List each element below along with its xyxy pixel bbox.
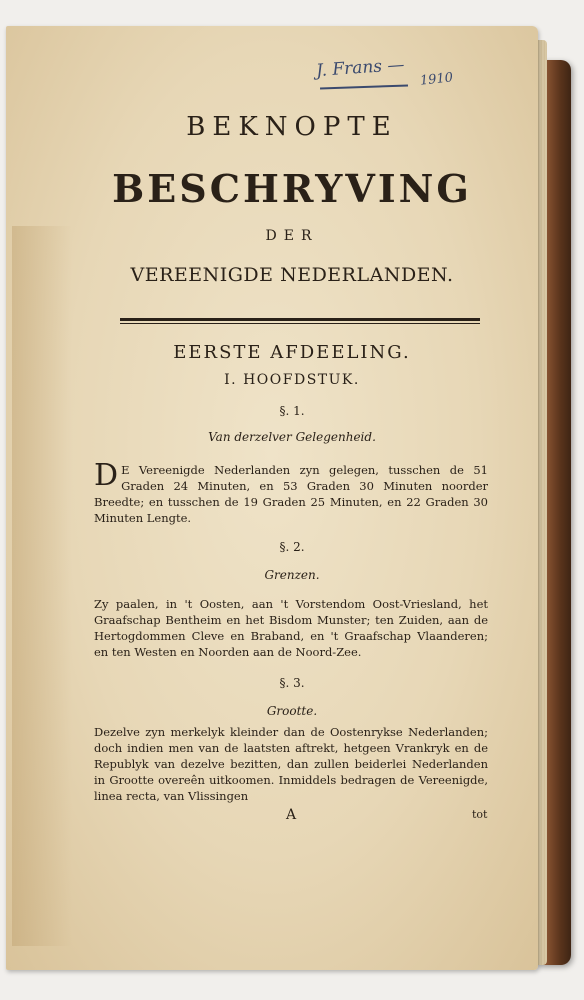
title-line-4: VEREENIGDE NEDERLANDEN.	[130, 264, 454, 286]
section-1-heading: Van derzelver Gelegenheid.	[208, 430, 376, 444]
section-2-heading: Grenzen.	[264, 568, 320, 582]
section-3-heading: Grootte.	[266, 704, 318, 718]
drop-cap: D	[94, 458, 119, 493]
title-line-1: BEKNOPTE	[186, 112, 398, 142]
title-line-2: BESCHRYVING	[112, 166, 472, 211]
catchword: tot	[472, 808, 488, 821]
title-rule-thin	[120, 323, 480, 324]
title-line-3: DER	[265, 228, 319, 244]
chapter-heading: I. HOOFDSTUK.	[224, 372, 360, 388]
printer-signature: A	[286, 807, 297, 823]
section-3-paragraph: Dezelve zyn merkelyk kleinder dan de Oostenrykse Nederlanden; doch indien men van de laatsten aftrekt, hetgeen Vrankryk en de Republyk van dezelve bezitten, dan zullen beiderlei Nederlanden in Grootte overeên uitkoomen. Inmiddels bedragen de Vereenigde, linea recta, van Vlissingen	[94, 725, 488, 803]
section-1-paragraph	[94, 458, 488, 526]
part-heading: EERSTE AFDEELING.	[173, 342, 411, 363]
handwritten-year: 1910	[419, 70, 454, 89]
handwritten-signature: J. Frans —	[315, 54, 406, 82]
section-2-paragraph: Zy paalen, in 't Oosten, aan 't Vorstendom Oost-Vriesland, het Graafschap Bentheim en het Bisdom Munster; ten Zuiden, aan de Hertogdommen Cleve en Braband, en 't Graafschap Vlaanderen; en ten Westen en Noorden aan de Noord-Zee.	[94, 597, 488, 659]
page-stain	[12, 226, 72, 946]
title-rule-thick	[120, 318, 480, 321]
section-3-mark: §. 3.	[279, 676, 305, 690]
section-1-text: E Vereenigde Nederlanden zyn gelegen, tusschen de 51 Graden 24 Minuten, en 53 Graden 30 Minuten noorder Breedte; en tusschen de 19 Graden 25 Minuten, en 22 Graden 30 Minuten Lengte.	[94, 463, 488, 525]
section-1-mark: §. 1.	[279, 404, 305, 418]
section-2-mark: §. 2.	[279, 540, 305, 554]
